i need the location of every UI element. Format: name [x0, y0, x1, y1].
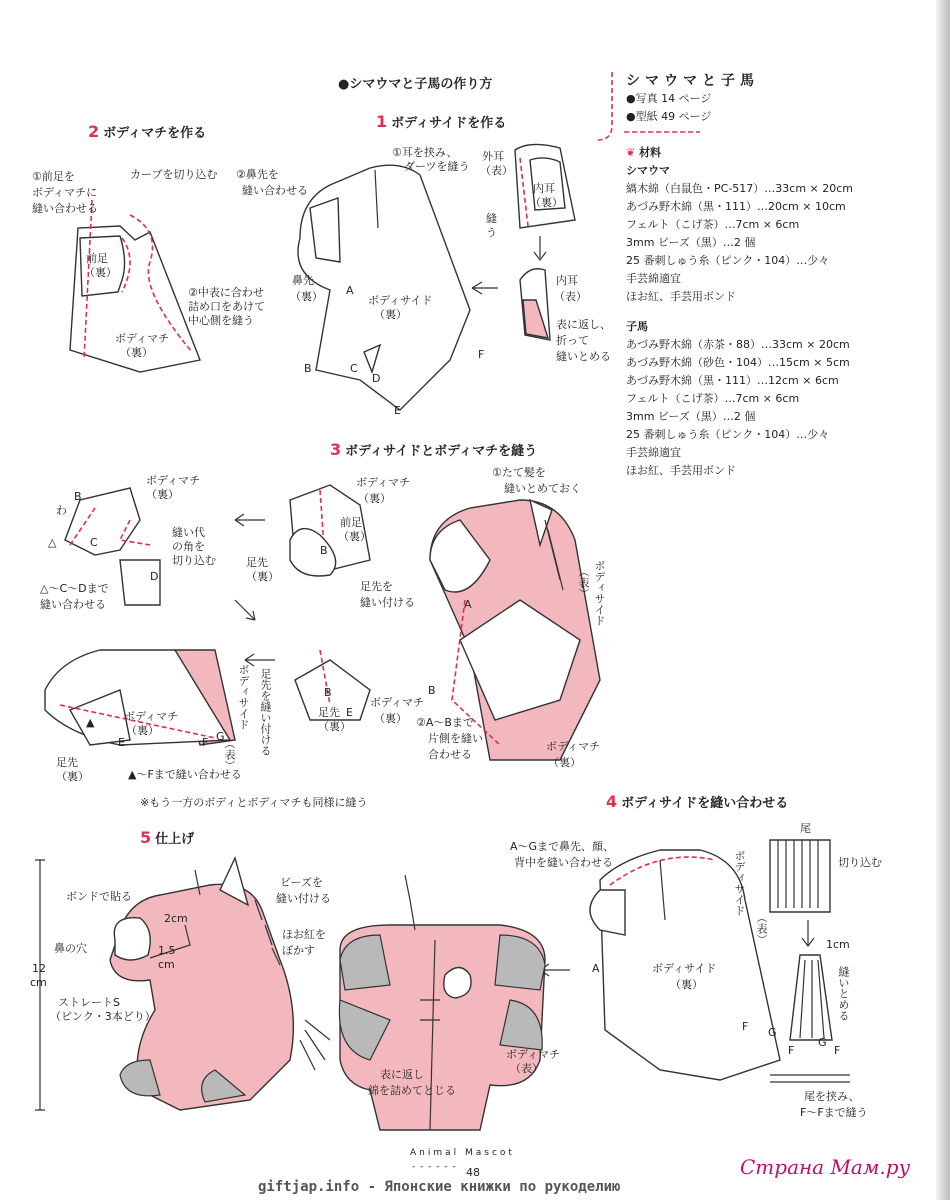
label-gusset-side: （表） — [510, 1062, 543, 1075]
label-ab-sew: ②A～Bまで — [416, 716, 474, 729]
label-mane: 縫いとめておく — [504, 482, 581, 495]
step1-number: 1 — [376, 112, 388, 131]
label-center-sew: 中心側を縫う — [188, 314, 254, 327]
foal-item: 手芸綿適宜 — [626, 446, 681, 459]
label-foot: 足先 — [318, 706, 340, 719]
label-twelve: 12 — [32, 962, 46, 975]
label-gusset-side: （裏） — [374, 712, 407, 725]
label-seam-clip: 縫い代 — [172, 526, 205, 539]
label-inner-ear: 内耳 — [533, 182, 555, 195]
step5-heading — [140, 828, 194, 847]
point-f: F — [788, 1044, 795, 1057]
label-gusset: ボディマチ — [546, 740, 601, 753]
info-pattern: ●型紙 49 ページ — [626, 110, 712, 123]
label-front-leg-sew: ①前足を — [32, 170, 75, 183]
label-seam-clip: 切り込む — [172, 554, 216, 567]
point-b: B — [324, 686, 332, 699]
step4-heading — [606, 792, 788, 811]
label-fold: わ — [56, 504, 67, 517]
label-tail-sew: F～Fまで縫う — [800, 1106, 868, 1119]
label-foot-attach: 縫い付ける — [360, 596, 415, 609]
label-tack: 縫いとめる — [556, 350, 611, 363]
label-ab-sew: 片側を縫い — [428, 732, 483, 745]
label-front-leg-sew: ボディマチに — [32, 186, 98, 199]
label-body-side-vertical: ボディサイド — [237, 664, 250, 730]
label-front-leg-side: （裏） — [84, 266, 117, 279]
main-title: ●シマウマと子馬の作り方 — [338, 77, 493, 92]
label-foot-attach-vertical: 足先を縫い付ける — [259, 668, 272, 756]
point-g: G — [768, 1026, 777, 1039]
label-tri-f: ▲～Fまで縫い合わせる — [128, 768, 242, 781]
label-bond: ボンドで貼る — [66, 890, 132, 903]
step4-title: ボディサイドを縫い合わせる — [621, 796, 789, 811]
label-gusset-side: （裏） — [126, 724, 159, 737]
step4-number: 4 — [606, 792, 618, 811]
step1-title: ボディサイドを作る — [391, 116, 507, 131]
point-a: A — [464, 598, 472, 611]
point-d: D — [150, 570, 159, 583]
info-photo: ●写真 14 ページ — [626, 92, 712, 105]
zebra-item: ほお紅、手芸用ボンド — [626, 290, 736, 303]
label-gusset-side: （裏） — [146, 488, 179, 501]
step3-pieces-drawing — [65, 485, 370, 666]
point-d: D — [372, 372, 381, 385]
label-gusset-side: （裏） — [120, 346, 153, 359]
label-gusset: ボディマチ — [370, 696, 425, 709]
label-front-leg: 前足 — [340, 516, 362, 529]
page-number: 48 — [466, 1166, 480, 1179]
label-ab-sew: 合わせる — [428, 748, 472, 761]
point-a: A — [592, 962, 600, 975]
label-cut: 切り込む — [838, 856, 882, 869]
label-cm: cm — [30, 976, 47, 989]
label-front-leg: 前足 — [86, 252, 108, 265]
foal-item: あづみ野木綿（赤茶・88）…33cm × 20cm — [626, 338, 850, 351]
label-body-side-side: （裏） — [670, 978, 703, 991]
step3-heading — [330, 440, 537, 459]
point-c: C — [90, 536, 98, 549]
materials-icon: ❦ — [626, 146, 636, 159]
step2-heading — [88, 122, 206, 141]
zebra-item: 3mm ビーズ（黒）…2 個 — [626, 236, 756, 249]
watermark-right: Страна Мам.ру — [740, 1155, 911, 1179]
filled-triangle-mark: ▲ — [86, 716, 95, 729]
label-one-cm: 1cm — [826, 938, 850, 951]
foal-item: ほお紅、手芸用ボンド — [626, 464, 736, 477]
label-nose-tip-side: （裏） — [290, 290, 323, 303]
foal-name: 子馬 — [626, 320, 648, 333]
triangle-mark: △ — [48, 536, 57, 549]
point-e: E — [394, 404, 401, 417]
label-blush: ほお紅を — [282, 928, 326, 941]
label-center-sew: ②中表に合わせ — [188, 286, 264, 299]
label-body-side-vertical-side: （表） — [577, 566, 590, 599]
label-stuff: 表に返し — [380, 1068, 424, 1081]
label-tail: 尾 — [800, 822, 811, 835]
label-gusset-side: （裏） — [548, 756, 581, 769]
label-outer-ear-side: （表） — [480, 164, 513, 177]
label-nose-sew: ②鼻先を — [236, 168, 279, 181]
label-foot: 足先 — [56, 756, 78, 769]
label-body-side-vertical-side: （表） — [755, 912, 768, 945]
label-note: ※もう一方のボディとボディマチも同様に縫う — [140, 796, 368, 809]
step3-title: ボディサイドとボディマチを縫う — [345, 444, 538, 459]
label-blush: ぼかす — [282, 944, 315, 957]
label-body-side-vertical-side: （表） — [223, 738, 236, 771]
label-curve-clip: カーブを切り込む — [130, 168, 218, 181]
label-body-side-side: （裏） — [374, 308, 407, 321]
label-beads: ビーズを — [280, 876, 324, 889]
point-b: B — [304, 362, 312, 375]
label-body-side: ボディサイド — [652, 962, 717, 975]
label-nose-tip: 鼻先 — [292, 274, 314, 287]
foal-item: フェルト（こげ茶）…7cm × 6cm — [626, 392, 800, 405]
label-inner-ear-b: 内耳 — [556, 274, 578, 287]
label-ear-dart: ①耳を挟み、 — [392, 146, 458, 159]
label-center-sew: 詰め口をあけて — [188, 300, 265, 313]
step4-body-drawing — [540, 840, 850, 1082]
label-body-side-vertical: ボディサイド — [593, 560, 606, 626]
label-tri-cd: 縫い合わせる — [40, 598, 106, 611]
point-f: F — [478, 348, 485, 361]
label-body-side-vertical: ボディサイド — [733, 850, 746, 916]
label-sew: う — [486, 226, 497, 239]
label-mane: ①たて髪を — [492, 466, 546, 479]
label-foot-side: （裏） — [56, 770, 89, 783]
label-two-cm: 2cm — [164, 912, 188, 925]
foal-item: 3mm ビーズ（黒）…2 個 — [626, 410, 756, 423]
label-inner-ear-b-side: （表） — [554, 290, 587, 303]
label-gusset: ボディマチ — [356, 476, 411, 489]
step3-number: 3 — [330, 440, 342, 459]
label-nose-sew: 縫い合わせる — [242, 184, 308, 197]
step1-heading — [376, 112, 506, 131]
step2-number: 2 — [88, 122, 100, 141]
label-one-five: 1.5 — [158, 944, 176, 957]
point-g: G — [216, 730, 225, 743]
label-body-side: ボディサイド — [368, 294, 433, 307]
point-b: B — [74, 490, 82, 503]
point-e: E — [118, 736, 125, 749]
label-gusset-side: （裏） — [358, 492, 391, 505]
label-turn: 表に返し、 — [556, 318, 611, 331]
point-a: A — [346, 284, 354, 297]
label-ag-sew: 背中を縫い合わせる — [514, 856, 613, 869]
label-seam-clip: の角を — [172, 540, 205, 553]
step2-title: ボディマチを作る — [103, 126, 207, 141]
label-outer-ear: 外耳 — [482, 150, 504, 163]
info-title: シマウマと子馬 — [626, 73, 759, 89]
label-cm: cm — [158, 958, 175, 971]
label-ear-dart: ダーツを縫う — [404, 160, 470, 173]
label-foot-side: （裏） — [318, 720, 351, 733]
materials-label: 材料 — [639, 146, 662, 159]
step5-number: 5 — [140, 828, 152, 847]
point-b: B — [320, 544, 328, 557]
label-nostril: 鼻の穴 — [54, 942, 87, 955]
label-ag-sew: A～Gまで鼻先、顔、 — [510, 840, 615, 853]
label-beads: 縫い付ける — [276, 892, 331, 905]
label-tri-cd: △～C～Dまで — [40, 582, 109, 595]
zebra-item: 25 番刺しゅう糸（ピンク・104）…少々 — [626, 254, 830, 267]
label-front-leg-side: （裏） — [338, 530, 371, 543]
point-b: B — [428, 684, 436, 697]
step5-title: 仕上げ — [155, 832, 195, 847]
label-tack-vertical: 縫いとめる — [837, 966, 850, 1021]
point-f: F — [834, 1044, 841, 1057]
label-foot: 足先 — [246, 556, 268, 569]
point-f: F — [202, 736, 209, 749]
info-box — [626, 72, 926, 480]
zebra-item: あづみ野木綿（黒・111）…20cm × 10cm — [626, 200, 846, 213]
label-foot-attach: 足先を — [360, 580, 393, 593]
label-straight-stitch: （ピンク・3本どり） — [50, 1010, 156, 1023]
zebra-name: シマウマ — [626, 164, 670, 177]
label-gusset: ボディマチ — [506, 1048, 561, 1061]
point-f: F — [742, 1020, 749, 1033]
foal-item: あづみ野木綿（黒・111）…12cm × 6cm — [626, 374, 839, 387]
point-g: G — [818, 1036, 827, 1049]
footer-dashes: - - - - - - — [412, 1162, 457, 1172]
watermark-left: giftjap.info - Японские книжки по рукоделию — [258, 1179, 621, 1195]
running-footer: Animal Mascot — [410, 1148, 515, 1158]
label-tail-sew: 尾を挟み、 — [804, 1090, 860, 1103]
label-gusset: ボディマチ — [124, 710, 179, 723]
zebra-item: フェルト（こげ茶）…7cm × 6cm — [626, 218, 800, 231]
foal-item: あづみ野木綿（砂色・104）…15cm × 5cm — [626, 356, 850, 369]
zebra-item: 縞木綿（白鼠色・PC-517）…33cm × 20cm — [626, 182, 854, 195]
foal-item: 25 番刺しゅう糸（ピンク・104）…少々 — [626, 428, 830, 441]
label-straight-stitch: ストレートS — [58, 996, 120, 1009]
label-stuff: 綿を詰めてとじる — [368, 1084, 456, 1097]
label-front-leg-sew: 縫い合わせる — [32, 202, 98, 215]
zebra-item: 手芸綿適宜 — [626, 272, 681, 285]
label-foot-side: （裏） — [246, 570, 279, 583]
point-c: C — [350, 362, 358, 375]
label-fold: 折って — [556, 334, 589, 347]
label-inner-ear-side: （裏） — [530, 196, 563, 209]
label-sew: 縫 — [486, 212, 497, 225]
label-gusset: ボディマチ — [115, 332, 170, 345]
label-gusset: ボディマチ — [146, 474, 201, 487]
point-e: E — [346, 706, 353, 719]
